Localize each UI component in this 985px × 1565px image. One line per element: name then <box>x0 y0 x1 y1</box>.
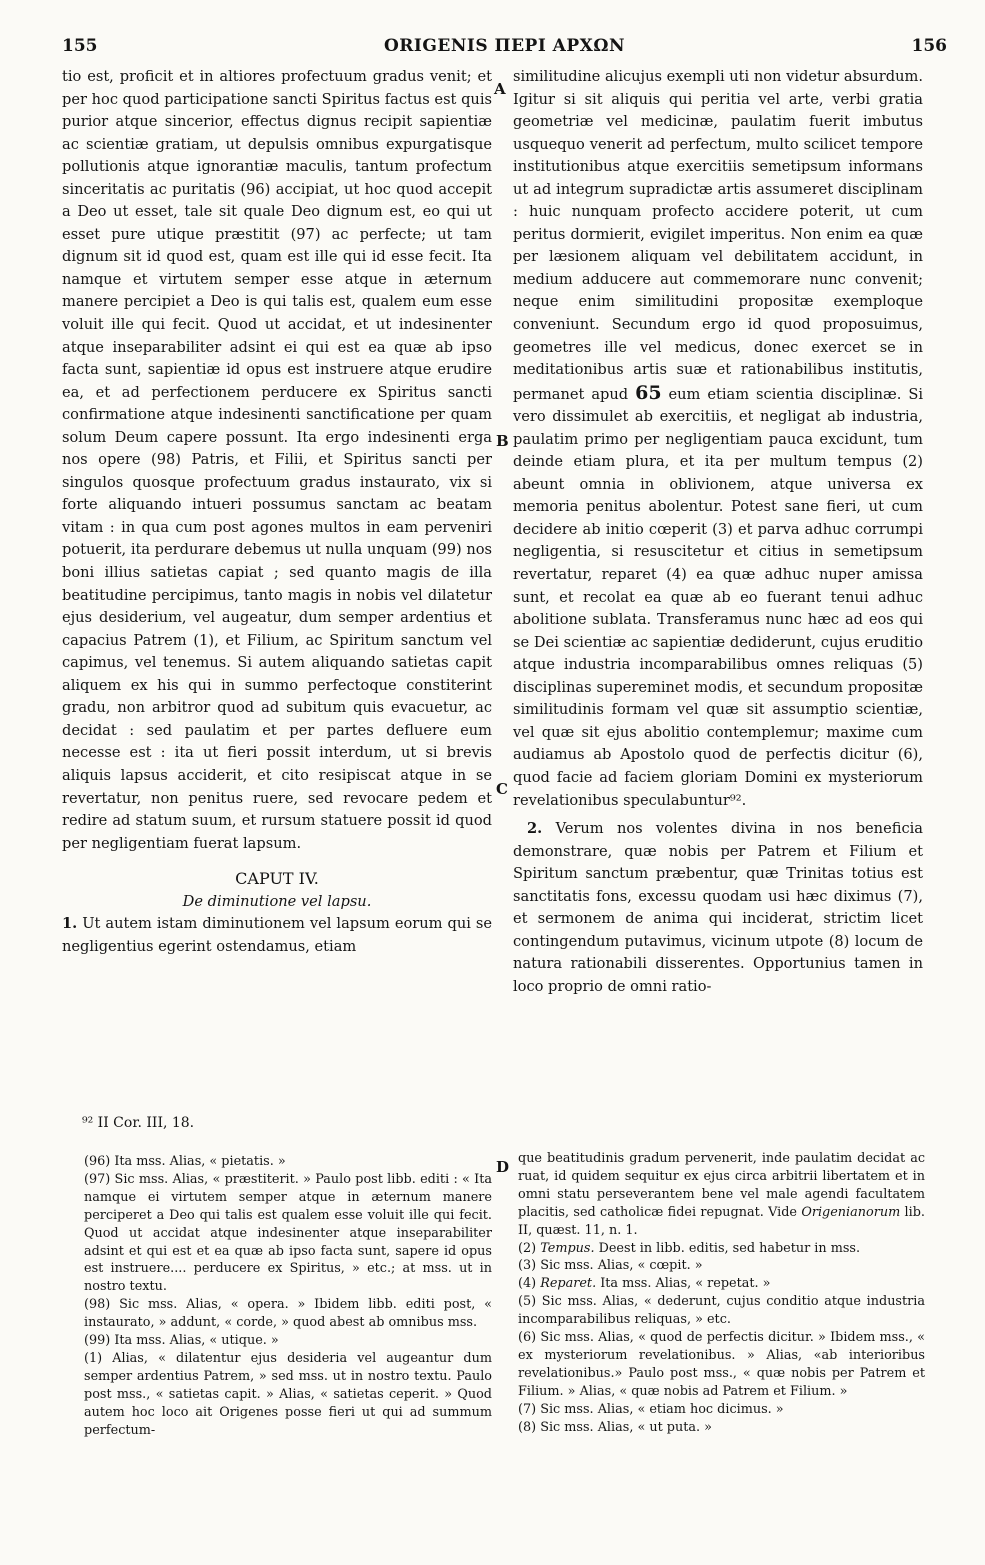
footnote-text: que beatitudinis gradum pervenerit, inde paulatim decidat ac ruat, id quidem sequitur ex ejus circa arbitrii libertatem et in omni statu perseverantem bene vel male agendi facultatem placitis, sed catholicæ fidei repugnat. Vide <box>518 1151 925 1220</box>
footnote: (7) Sic mss. Alias, « etiam hoc dicimus. » <box>518 1401 784 1417</box>
running-title: ORIGENIS ΠΕΡΙ ΑΡΧΩΝ <box>383 36 626 56</box>
footnote: (6) Sic mss. Alias, « quod de perfectis dicitur. » Ibidem mss., « ex mysteriorum revelationibus. » Alias, «ab interioribus revelationibus.» Paulo post mss., « quæ nobis per Patrem et Filium. » Alias, « quæ nobis ad Patrem et Filium. » <box>518 1330 925 1399</box>
footnote-lemma: Tempus. <box>540 1240 595 1256</box>
page-number-left: 155 <box>62 36 98 56</box>
footnote: (1) Alias, « dilatentur ejus desideria vel augeantur dum semper ardentius Patrem, » sed mss. ut in nostro textu. Paulo post mss., « satietas capit. » Alias, « satietas ceperit. » Quod autem hoc loco ait Origenes posse fieri ut qui ad summum perfectum- <box>84 1350 492 1438</box>
footnote: (97) Sic mss. Alias, « præstiterit. » Paulo post libb. editi : « Ita namque ei virtutem semper atque in æternum manere perciperet a Deo qui talis est qualem esse voluit ille qui fecit. Quod ut accidat atque indesinenter atque inseparabiliter adsint et qui est et ea quæ ab ipso facta sunt, sapere id opus est instruere.... perducere ex Spiritus, » etc.; at mss. ut in nostro textu. <box>84 1171 492 1295</box>
page-number-right: 156 <box>911 36 947 56</box>
chapter-subtitle: De diminutione vel lapsu. <box>182 893 372 911</box>
footnote: (98) Sic mss. Alias, « opera. » Ibidem libb. editi post, « instaurato, » addunt, « corde, » quod abest ab omnibus mss. <box>84 1297 492 1331</box>
footnote: (5) Sic mss. Alias, « dederunt, cujus conditio atque industria incomparabilibus reliquas, » etc. <box>518 1294 925 1328</box>
right-paragraph <box>513 66 923 812</box>
footnote: (99) Ita mss. Alias, « utique. » <box>84 1333 279 1349</box>
column-marker-65: 65 <box>635 381 662 404</box>
footnote-continued <box>518 1150 925 1240</box>
section-1-text: Ut autem istam diminutionem vel lapsum eorum qui se negligentius egerint ostendamus, etiam <box>62 915 492 955</box>
footnote: (8) Sic mss. Alias, « ut puta. » <box>518 1419 712 1435</box>
footnote-title-italic: Origenianorum <box>801 1204 901 1220</box>
footnotes-right <box>518 1150 925 1437</box>
left-paragraph: tio est, proficit et in altiores profectuum gradus venit; et per hoc quod participatione sancti Spiritus factus est quis purior atque sincerior, effectus dignus recipit sapientiæ ac scientiæ gratiam, ut depulsis omnibus expurgatisque pollutionis atque ignorantiæ maculis, tantum profectum sinceritatis ac puritatis (96) accipiat, ut hoc quod accepit a Deo ut esset, tale sit quale Deo dignum est, eo qui ut esset pure utique præstitit (97) ac perfecte; ut tam dignum sit id quod est, quam est ille qui id esse fecit. Ita namque et virtutem semper esse atque in æternum manere percipiet a Deo is qui talis est, qualem eum esse voluit ille qui fecit. Quod ut accidat, et ut indesinenter atque inseparabiliter adsint ei qui est ea quæ ab ipso facta sunt, sapientiæ id opus est instruere atque erudire ea, et ad perfectionem perducere ex Spiritus sancti confirmatione atque indesinenti sanctificatione per quam solum Deum capere possunt. Ita ergo indesinenti erga nos opere (98) Patris, et Filii, et Spiritus sancti per singulos quosque profectuum gradus instaurato, vix si forte aliquando intueri possumus sanctam ac beatam vitam : in qua cum post agones multos in eam perveniri potuerit, ita perdurare debemus ut nulla unquam (99) nos boni illius satietas capiat ; sed quanto magis de illa beatitudine percipimus, tanto magis in nobis vel dilatetur ejus desiderium, vel augeatur, dum semper ardentius et capacius Patrem (1), et Filium, ac Spiritum sanctum vel capimus, vel tenemus. Si autem aliquando satietas capit aliquem ex his qui in summo perfectoque constiterint gradu, non arbitror quod ad subitum quis evacuetur, ac decidat : sed paulatim et per partes defluere eum necesse est : ita ut fieri possit interdum, ut si brevis aliquis lapsus acciderit, et cito resipiscat atque in se revertatur, non penitus ruere, sed revocare pedem et redire ad statum suum, et rursum statuere possit id quod per negligentiam fuerat lapsum. <box>62 68 492 852</box>
footnote-number: (2) <box>518 1240 541 1256</box>
section-2 <box>513 818 923 998</box>
chapter-heading: CAPUT IV. <box>235 869 319 889</box>
section-2-number: 2. <box>527 820 543 838</box>
footnote-lemma: Reparet. <box>540 1276 597 1292</box>
section-1-number: 1. <box>62 915 78 933</box>
footnote: (3) Sic mss. Alias, « cœpit. » <box>518 1258 703 1274</box>
margin-letter-c: C <box>496 780 508 798</box>
margin-letter-a: A <box>494 80 506 98</box>
footnote <box>518 1240 925 1258</box>
right-column <box>513 66 923 998</box>
margin-letter-d: D <box>496 1158 510 1176</box>
footnote-text: Deest in libb. editis, sed habetur in mss. <box>594 1240 861 1256</box>
section-2-text: Verum nos volentes divina in nos beneficia demonstrare, quæ nobis per Patrem et Filium et Spiritum sanctum præbentur, quæ Trinitas totius est sanctitatis fons, excessu quodam usi hæc diximus (7), et sermonem de anima qui inciderat, strictim licet contingendum putavimus, vicinum utpote (8) locum de natura rationabili disserentes. Opportunius tamen in loco proprio de omni ratio- <box>513 820 923 995</box>
footnote <box>518 1275 925 1293</box>
footnote-text: Ita mss. Alias, « repetat. » <box>596 1276 771 1292</box>
left-column <box>62 66 492 958</box>
section-1 <box>62 913 492 958</box>
footnote: (96) Ita mss. Alias, « pietatis. » <box>84 1154 286 1169</box>
footnote-text: lib. II, quæst. 11, n. 1. <box>518 1204 926 1238</box>
right-paragraph-part-b: eum etiam scientia disciplinæ. Si vero dissimulet ab exercitiis, et negligat ab industria, paulatim primo per negligentiam pauca excidunt, tum deinde etiam plura, et ita per multum tempus (2) abeunt omnia in oblivionem, atque universa ex memoria penitus abolentur. Potest sane fieri, ut cum decidere ab initio cœperit (3) et parva adhuc corrumpi negligentia, si resuscitetur et citius in semetipsum revertatur, reparet (4) ea quæ adhuc nuper amissa sunt, et recolat ea quæ ab eo fuerant tenui adhuc abolitione sublata. Transferamus nunc hæc ad eos qui se Dei scientiæ ac sapientiæ dediderunt, cujus eruditio atque industria incomparabilibus omnes reliquas (5) disciplinas supereminet modis, et secundum propositæ similitudinis formam vel quæ sit assumptio scientiæ, vel quæ sit ejus abolitio contemplemur; maxime cum audiamus ab Apostolo quod de perfectis dicitur (6), quod facie ad faciem gloriam Domini ex mysteriorum revelationibus speculabuntur⁹². <box>513 385 923 809</box>
scripture-reference: ⁹² II Cor. III, 18. <box>82 1115 195 1131</box>
footnotes-left <box>84 1153 492 1440</box>
footnote-number: (4) <box>518 1276 541 1292</box>
margin-letter-b: B <box>496 432 509 450</box>
running-header <box>62 36 947 62</box>
right-paragraph-part-a: similitudine alicujus exempli uti non videtur absurdum. Igitur si sit aliquis qui peritia vel arte, verbi gratia geometriæ vel medicinæ, paulatim fuerit imbutus usquequo venerit ad perfectum, multo scilicet tempore institutionibus atque exercitiis semetipsum informans ut ad integrum supradictæ artis assumeret disciplinam : huic nunquam profecto accidere poterit, ut cum peritus dormierit, evigilet imperitus. Non enim ea quæ per læsionem aliquam vel debilitatem accidunt, in medium adducere aut commemorare nunc convenit; neque enim similitudini propositæ exemploque conveniunt. Secundum ergo id quod proposuimus, geometres ille vel medicus, donec exercet se in meditationibus artis suæ et rationabilibus institutis, permanet apud <box>513 68 923 403</box>
